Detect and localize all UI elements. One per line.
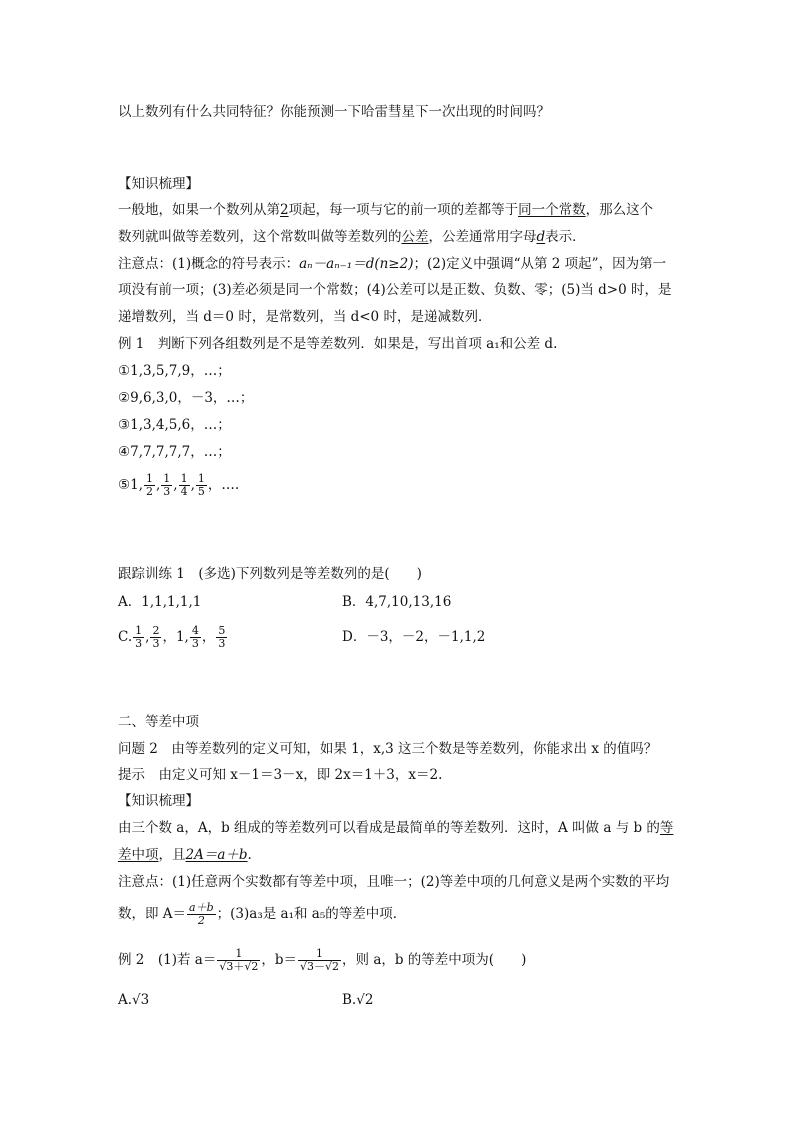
option-d: D．－3，－2，－1,1,2 [342, 629, 486, 645]
example-2-option-b: B.√2 [342, 992, 374, 1008]
arith-mean-def-line-1: 由三个数 a，A，b 组成的等差数列可以看成是最简单的等差数列．这时，A 叫做 a 与 b 的等 [118, 820, 674, 836]
fraction: $\frac{1}{2}$ [145, 472, 153, 498]
fraction: $\frac{1}{4}$ [180, 472, 188, 498]
option-c: C. $\frac{1}{3}$ , $\frac{2}{3}$ ，1, $\frac{4}{3}$ ， $\frac{5}{3}$ [118, 624, 226, 650]
option-a: A．1,1,1,1,1 [118, 594, 202, 610]
blank-arith-mean-2: 差中项 [118, 847, 159, 863]
example-1-item-5: ⑤1, $\frac{1}{2}$ , $\frac{1}{3}$ , $\frac{1}{4}$ , $\frac{1}{5}$ ，…. [118, 472, 240, 498]
arith-mean-note-1: 注意点：(1)任意两个实数都有等差中项，且唯一；(2)等差中项的几何意义是两个实数的平均 [118, 874, 670, 890]
example-1-item: ①1,3,5,7,9，…； [118, 363, 231, 379]
note-line-1: 注意点：(1)概念的符号表示：aₙ－aₙ₋₁＝d(n≥2)；(2)定义中强调“从第 2 项起”，因为第一 [118, 256, 667, 272]
example-2-option-a: A.√3 [118, 992, 150, 1008]
fraction: $\frac{1}{3}$ [163, 472, 171, 498]
arith-mean-def-line-2: 差中项，且2A＝a＋b. [118, 847, 252, 863]
example-1-title: 例 1 判断下列各组数列是不是等差数列．如果是，写出首项 a₁和公差 d. [118, 336, 558, 352]
section-2-heading: 二、等差中项 [118, 714, 199, 730]
fraction: $\frac{5}{3}$ [218, 624, 226, 650]
fraction: $\frac{2}{3}$ [152, 624, 160, 650]
arith-mean-note-2: 数，即 A＝ $\frac{a+b}{2}$ ；(3)a₃是 a₁和 a₅的等差中项． [118, 901, 407, 927]
knowledge-heading: 【知识梳理】 [118, 176, 199, 192]
blank-arith-mean-1: 等 [659, 820, 674, 836]
note-line-2: 项没有前一项；(3)差必须是同一个常数；(4)公差可以是正数、负数、零；(5)当 d>0 时，是 [118, 282, 672, 298]
example-1-item: ②9,6,3,0，－3，…； [118, 390, 254, 406]
definition-line-1: 一般地，如果一个数列从第2项起，每一项与它的前一项的差都等于同一个常数，那么这个 [118, 202, 654, 218]
blank-arith-mean-formula: 2A＝a＋b [185, 847, 248, 863]
fraction: $\frac{1}{5}$ [197, 472, 205, 498]
track-options-row-1 [118, 592, 201, 612]
intro-question: 以上数列有什么共同特征？你能预测一下哈雷彗星下一次出现的时间吗？ [118, 104, 550, 120]
example-2-question: 例 2 (1)若 a＝ $\frac{1}{√3+√2}$ ，b＝ $\frac{1}{√3-√2}$ ，则 a，b 的等差中项为( ) [118, 947, 527, 973]
definition-line-2: 数列就叫做等差数列，这个常数叫做等差数列的公差，公差通常用字母d表示． [118, 229, 586, 245]
blank-same-constant: 同一个常数 [518, 202, 586, 218]
note-line-3: 递增数列，当 d＝0 时，是常数列，当 d<0 时，是递减数列． [118, 309, 492, 325]
option-b: B．4,7,10,13,16 [342, 594, 452, 610]
fraction: $\frac{a+b}{2}$ [189, 901, 214, 927]
example-1-item: ④7,7,7,7,7，…； [118, 444, 231, 460]
blank-term-number: 2 [280, 202, 289, 218]
fraction: $\frac{4}{3}$ [191, 624, 199, 650]
question-2: 问题 2 由等差数列的定义可知，如果 1，x,3 这三个数是等差数列，你能求出 x 的值吗？ [118, 741, 658, 757]
hint: 提示 由定义可知 x－1＝3－x，即 2x＝1＋3，x＝2. [118, 767, 443, 783]
fraction: $\frac{1}{√3+√2}$ [219, 947, 259, 973]
example-1-item: ③1,3,4,5,6，…； [118, 417, 231, 433]
fraction: $\frac{1}{3}$ [135, 624, 143, 650]
fraction: $\frac{1}{√3-√2}$ [300, 947, 340, 973]
definition-formula: aₙ－aₙ₋₁＝d(n≥2) [299, 256, 414, 272]
knowledge-heading-2: 【知识梳理】 [118, 793, 199, 809]
track-practice-title: 跟踪训练 1 (多选)下列数列是等差数列的是( ) [118, 566, 422, 582]
blank-common-difference: 公差 [401, 229, 429, 245]
blank-letter-d: d [536, 229, 546, 245]
